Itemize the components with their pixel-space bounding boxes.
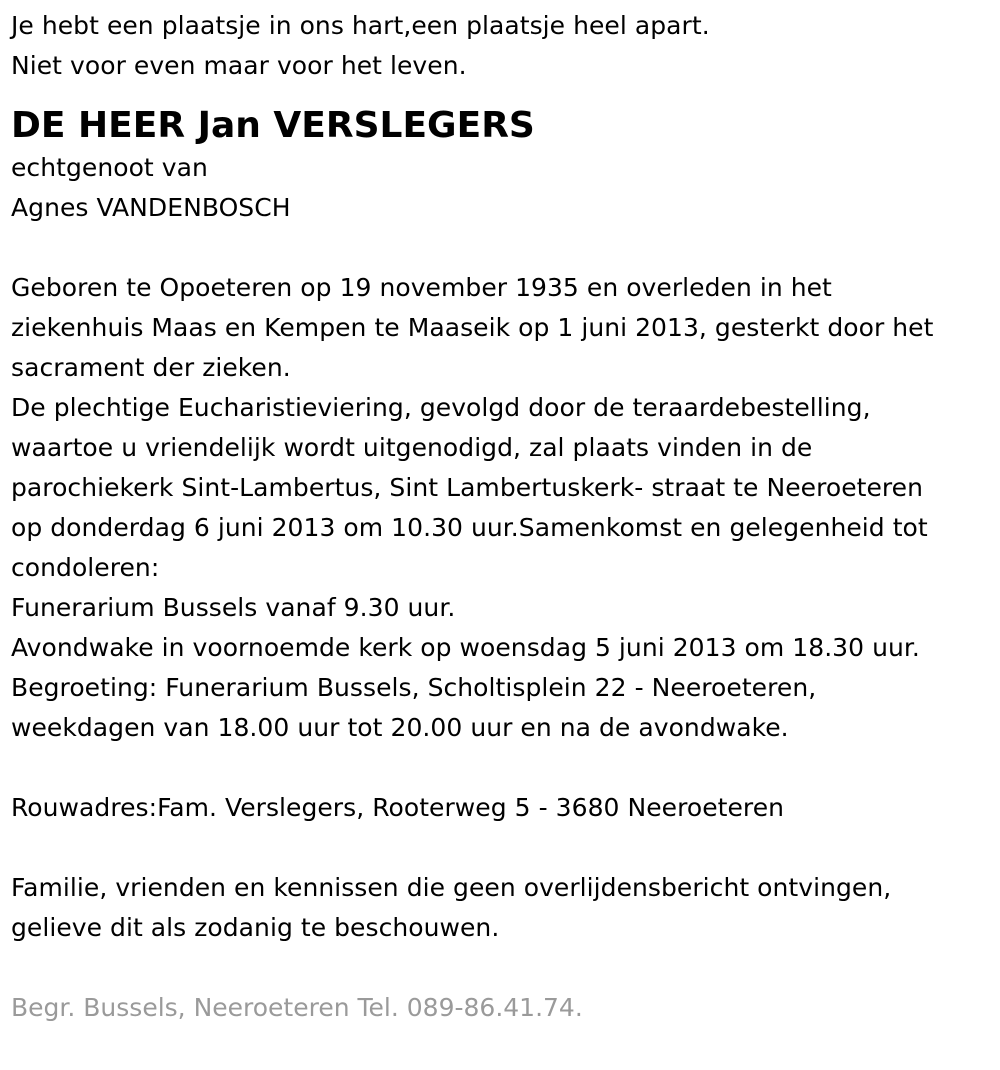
- details-line: De plechtige Eucharistieviering, gevolgd door de teraardebestelling,: [11, 393, 871, 422]
- spouse-line-1: echtgenoot van: [11, 153, 208, 182]
- spacer: [11, 828, 996, 868]
- spacer: [11, 228, 996, 268]
- verse: [11, 6, 996, 86]
- details-line: ziekenhuis Maas en Kempen te Maaseik op 1 juni 2013, gesterkt door het: [11, 313, 934, 342]
- details-line: weekdagen van 18.00 uur tot 20.00 uur en na de avondwake.: [11, 713, 789, 742]
- details-line: parochiekerk Sint-Lambertus, Sint Lambertuskerk- straat te Neeroeteren: [11, 473, 924, 502]
- obituary-notice: [11, 6, 996, 1028]
- details-line: Avondwake in voornoemde kerk op woensdag 5 juni 2013 om 18.30 uur.: [11, 633, 920, 662]
- details-block: [11, 268, 996, 748]
- spouse-name: Agnes VANDENBOSCH: [11, 193, 291, 222]
- verse-line-1: Je hebt een plaatsje in ons hart,een plaatsje heel apart.: [11, 11, 710, 40]
- details-line: Begroeting: Funerarium Bussels, Scholtisplein 22 - Neeroeteren,: [11, 673, 817, 702]
- funeral-home-footer: Begr. Bussels, Neeroeteren Tel. 089-86.41.74.: [11, 993, 583, 1022]
- verse-line-2: Niet voor even maar voor het leven.: [11, 51, 467, 80]
- notice-line-2: gelieve dit als zodanig te beschouwen.: [11, 913, 500, 942]
- details-line: sacrament der zieken.: [11, 353, 291, 382]
- details-line: waartoe u vriendelijk wordt uitgenodigd, zal plaats vinden in de: [11, 433, 813, 462]
- mourning-address: Rouwadres:Fam. Verslegers, Rooterweg 5 - 3680 Neeroeteren: [11, 793, 785, 822]
- details-line: condoleren:: [11, 553, 160, 582]
- spouse-block: [11, 148, 996, 228]
- notice-block: [11, 868, 996, 948]
- details-line: Funerarium Bussels vanaf 9.30 uur.: [11, 593, 456, 622]
- details-line: op donderdag 6 juni 2013 om 10.30 uur.Samenkomst en gelegenheid tot: [11, 513, 928, 542]
- notice-line-1: Familie, vrienden en kennissen die geen overlijdensbericht ontvingen,: [11, 873, 892, 902]
- spacer: [11, 748, 996, 788]
- deceased-name: DE HEER Jan VERSLEGERS: [11, 105, 535, 146]
- spacer: [11, 948, 996, 988]
- details-line: Geboren te Opoeteren op 19 november 1935 en overleden in het: [11, 273, 832, 302]
